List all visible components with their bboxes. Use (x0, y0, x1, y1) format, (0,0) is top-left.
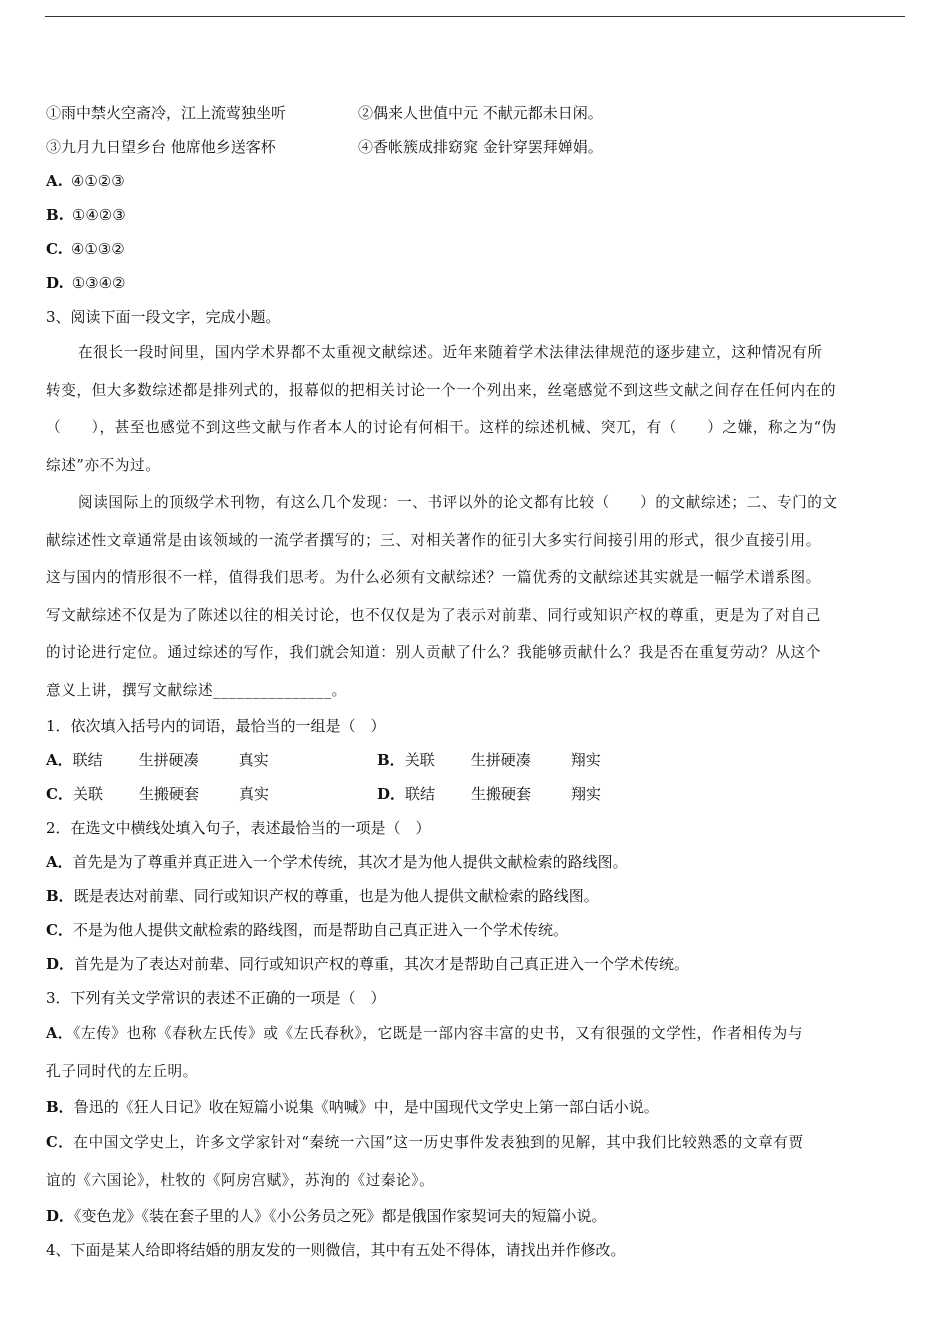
passage-line: 阅读国际上的顶级学术刊物，有这么几个发现：一、书评以外的论文都有比较（ ）的文献综述；二、专门的文 (78, 494, 838, 511)
passage-line: 献综述性文章通常是由该领域的一流学者撰写的；三、对相关著作的征引大多实行间接引用的形式，很少直接引用。 (46, 531, 821, 549)
poem-line-2: ②偶来人世值中元 不献元都未日闲。 (358, 104, 603, 122)
passage-line: 写文献综述不仅是为了陈述以往的相关讨论，也不仅仅是为了表示对前辈、同行或知识产权的尊重，更是为了对自己 (46, 606, 821, 624)
sub1-option-d: D．联结 生搬硬套 翔实 (377, 785, 602, 803)
passage-line: 在很长一段时间里，国内学术界都不太重视文献综述。近年来随着学术法律法律规范的逐步建立，这种情况有所 (78, 344, 823, 361)
sub1-option-a: A．联结 生拼硬凑 真实 (46, 751, 269, 769)
header-rule (45, 16, 905, 17)
sub1-option-c: C．关联 生搬硬套 真实 (46, 785, 269, 803)
q2-option-d: D. ①③④② (46, 274, 126, 292)
sub1-option-b: B．关联 生拼硬凑 翔实 (377, 751, 601, 769)
sub3-option-d: D．《变色龙》《装在套子里的人》《小公务员之死》都是俄国作家契诃夫的短篇小说。 (46, 1207, 607, 1225)
passage-line: 的讨论进行定位。通过综述的写作，我们就会知道：别人贡献了什么？我能够贡献什么？我是否在重复劳动？从这个 (46, 644, 821, 661)
q4-title: 4、下面是某人给即将结婚的朋友发的一则微信，其中有五处不得体，请找出并作修改。 (46, 1241, 626, 1259)
sub3-option-c-cont: 谊的《六国论》，杜牧的《阿房宫赋》，苏洵的《过秦论》。 (46, 1171, 435, 1189)
q2-option-a: A. ④①②③ (46, 172, 125, 190)
sub1-stem: 1．依次填入括号内的词语，最恰当的一组是（ ） (46, 717, 386, 735)
sub3-option-b: B．鲁迅的《狂人日记》收在短篇小说集《呐喊》中，是中国现代文学史上第一部白话小说。 (46, 1098, 659, 1116)
poem-line-1: ①雨中禁火空斋冷，江上流莺独坐听 (46, 104, 287, 122)
sub2-option-d: D．首先是为了表达对前辈、同行或知识产权的尊重，其次才是帮助自己真正进入一个学术传统。 (46, 955, 690, 973)
q2-option-b: B. ①④②③ (46, 206, 126, 224)
passage-line: 意义上讲，撰写文献综述_______________。 (46, 681, 347, 699)
q3-title: 3、阅读下面一段文字，完成小题。 (46, 308, 281, 326)
passage-line: 综述”亦不为过。 (46, 456, 161, 474)
sub3-option-a-cont: 孔子同时代的左丘明。 (46, 1062, 198, 1080)
sub1-options-row-2 (46, 777, 904, 811)
sub2-option-c: C．不是为他人提供文献检索的路线图，而是帮助自己真正进入一个学术传统。 (46, 921, 568, 939)
passage-line: 转变，但大多数综述都是排列式的，报幕似的把相关讨论一个一个列出来，丝毫感觉不到这些文献之间存在任何内在的 (46, 381, 837, 399)
sub3-option-a: A．《左传》也称《春秋左氏传》或《左氏春秋》，它既是一部内容丰富的史书，又有很强的文学性，作者相传为与 (46, 1025, 804, 1042)
sub2-stem: 2．在选文中横线处填入句子，表述最恰当的一项是（ ） (46, 819, 431, 837)
sub1-options-row-1 (46, 743, 904, 777)
q2-option-c: C. ④①③② (46, 240, 125, 258)
sub2-option-b: B．既是表达对前辈、同行或知识产权的尊重，也是为他人提供文献检索的路线图。 (46, 887, 599, 905)
passage-line: （ ），甚至也感觉不到这些文献与作者本人的讨论有何相干。这样的综述机械、突兀，有（ ）之嫌，称之为“伪 (46, 419, 837, 436)
q3-passage (46, 334, 904, 709)
poem-line-3: ③九月九日望乡台 他席他乡送客杯 (46, 138, 276, 156)
poem-row-1 (46, 96, 904, 130)
passage-line: 这与国内的情形很不一样，值得我们思考。为什么必须有文献综述？一篇优秀的文献综述其实就是一幅学术谱系图。 (46, 569, 821, 586)
sub3-stem: 3．下列有关文学常识的表述不正确的一项是（ ） (46, 989, 386, 1007)
poem-line-4: ④香帐簇成排窈窕 金针穿罢拜婵娟。 (358, 138, 603, 156)
exam-page (46, 96, 904, 1267)
poem-row-2 (46, 130, 904, 164)
sub3-option-c: C．在中国文学史上，许多文学家针对“秦统一六国”这一历史事件发表独到的见解，其中我们比较熟悉的文章有贾 (46, 1134, 804, 1151)
sub2-option-a: A．首先是为了尊重并真正进入一个学术传统，其次才是为他人提供文献检索的路线图。 (46, 853, 628, 871)
